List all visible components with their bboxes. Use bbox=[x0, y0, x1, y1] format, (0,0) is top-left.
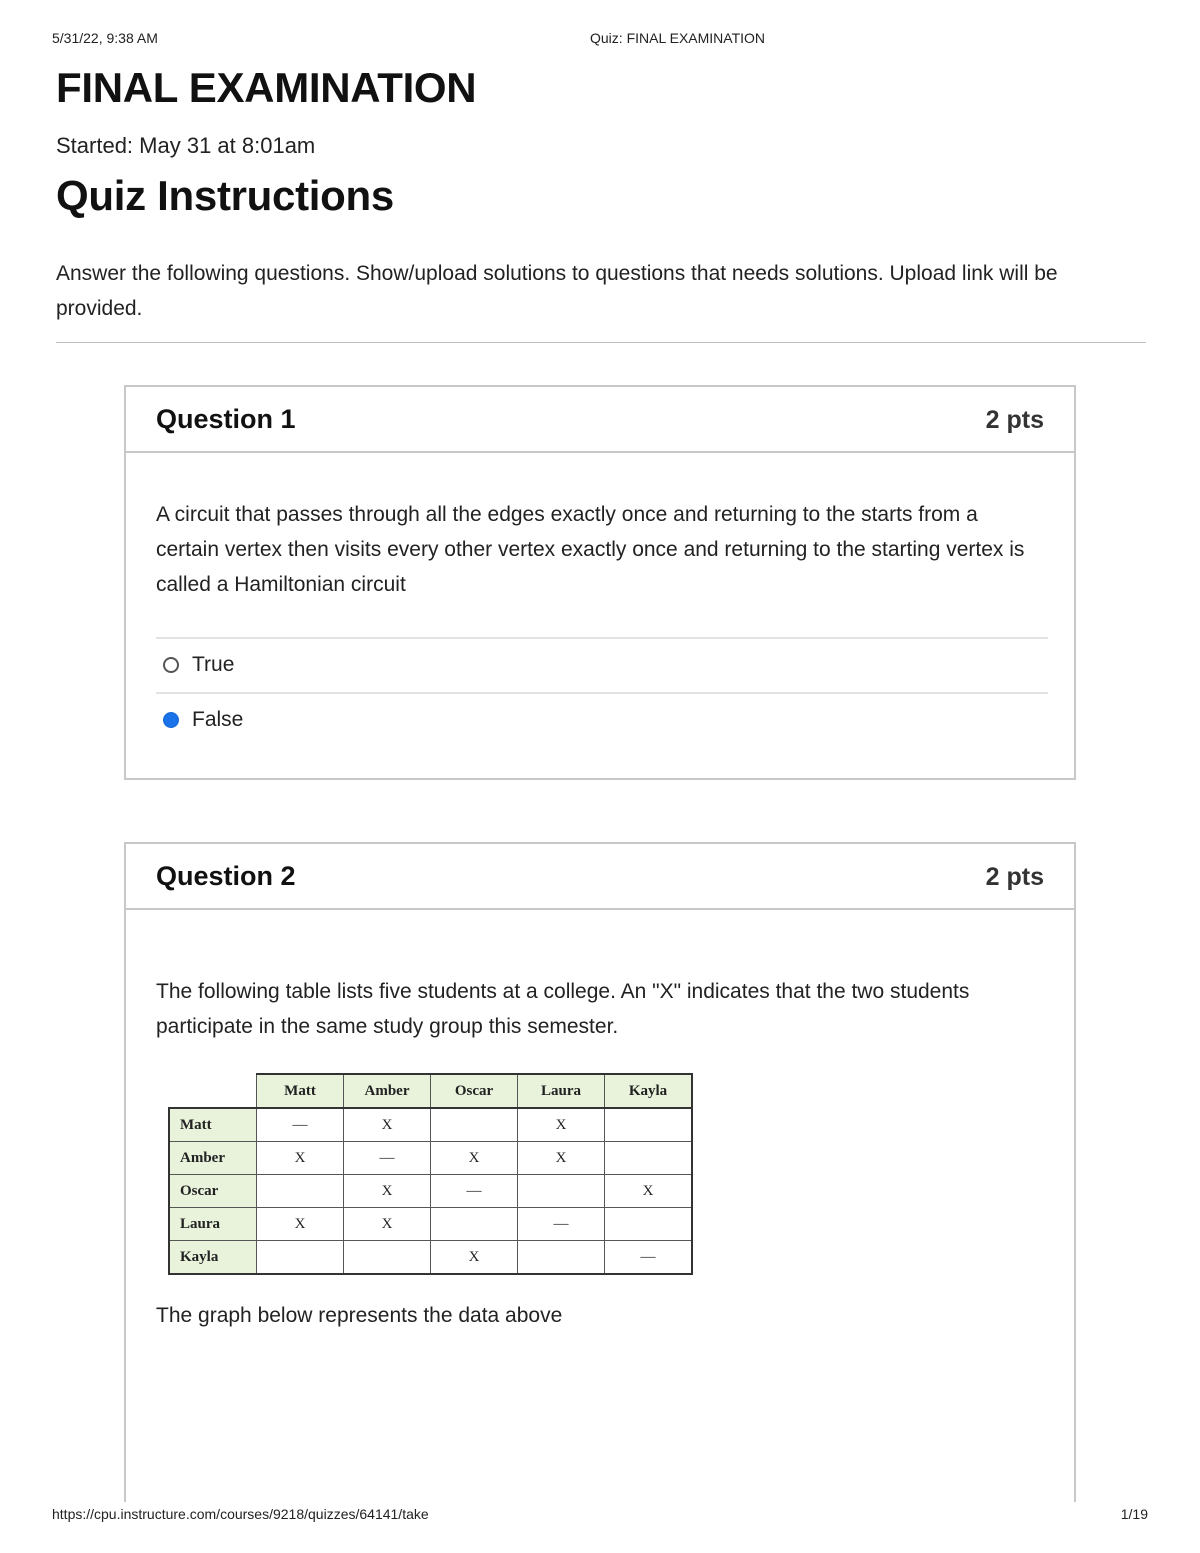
column-header: Matt bbox=[257, 1074, 344, 1108]
print-document-title: Quiz: FINAL EXAMINATION bbox=[590, 30, 766, 46]
table-cell: X bbox=[344, 1175, 431, 1208]
table-cell: X bbox=[431, 1142, 518, 1175]
table-cell bbox=[431, 1208, 518, 1241]
table-cell bbox=[518, 1175, 605, 1208]
study-group-table bbox=[168, 1073, 693, 1275]
table-cell: — bbox=[344, 1142, 431, 1175]
page-url: https://cpu.instructure.com/courses/9218/quizzes/64141/take bbox=[52, 1506, 429, 1522]
table-row bbox=[169, 1241, 692, 1275]
table-cell: — bbox=[431, 1175, 518, 1208]
table-header-row bbox=[169, 1074, 692, 1108]
table-row bbox=[169, 1175, 692, 1208]
answer-label[interactable]: True bbox=[192, 653, 235, 676]
question-header bbox=[126, 844, 1074, 910]
row-header: Laura bbox=[169, 1208, 257, 1241]
row-header: Kayla bbox=[169, 1241, 257, 1275]
table-cell bbox=[431, 1108, 518, 1142]
table-row bbox=[169, 1208, 692, 1241]
table-cell: X bbox=[518, 1108, 605, 1142]
table-row bbox=[169, 1142, 692, 1175]
column-header: Laura bbox=[518, 1074, 605, 1108]
table-corner-cell bbox=[169, 1074, 257, 1108]
instructions-heading: Quiz Instructions bbox=[56, 172, 394, 219]
instructions-text: Answer the following questions. Show/upload solutions to questions that needs solutions. Upload link will be provided. bbox=[56, 262, 1058, 320]
radio-checked-icon[interactable] bbox=[163, 712, 179, 728]
print-datetime: 5/31/22, 9:38 AM bbox=[52, 30, 158, 46]
question-title: Question 2 bbox=[156, 861, 296, 891]
column-header: Oscar bbox=[431, 1074, 518, 1108]
radio-unchecked-icon[interactable] bbox=[163, 657, 179, 673]
table-cell bbox=[605, 1108, 693, 1142]
question-1 bbox=[124, 385, 1076, 780]
divider bbox=[56, 342, 1146, 343]
print-header bbox=[52, 30, 1148, 50]
question-title: Question 1 bbox=[156, 404, 296, 434]
question-points: 2 pts bbox=[985, 406, 1044, 434]
table-cell: X bbox=[518, 1142, 605, 1175]
table-cell: X bbox=[431, 1241, 518, 1275]
table-cell bbox=[518, 1241, 605, 1275]
answer-true[interactable] bbox=[156, 637, 1048, 692]
table-row bbox=[169, 1108, 692, 1142]
question-2 bbox=[124, 842, 1076, 1502]
question-text: A circuit that passes through all the edges exactly once and returning to the starts from a certain vertex then visits every other vertex exactly once and returning to the starting vertex is called a Hamiltonian circuit bbox=[156, 503, 1025, 596]
table-cell: X bbox=[605, 1175, 693, 1208]
column-header: Kayla bbox=[605, 1074, 693, 1108]
table-cell: — bbox=[257, 1108, 344, 1142]
table-cell bbox=[605, 1208, 693, 1241]
row-header: Oscar bbox=[169, 1175, 257, 1208]
row-header: Matt bbox=[169, 1108, 257, 1142]
table-cell: — bbox=[605, 1241, 693, 1275]
table-cell: X bbox=[344, 1208, 431, 1241]
table-cell bbox=[257, 1175, 344, 1208]
table-cell: — bbox=[518, 1208, 605, 1241]
table-cell: X bbox=[257, 1208, 344, 1241]
answer-list bbox=[156, 637, 1048, 747]
question-points: 2 pts bbox=[985, 863, 1044, 891]
row-header: Amber bbox=[169, 1142, 257, 1175]
table-cell bbox=[257, 1241, 344, 1275]
page-title: FINAL EXAMINATION bbox=[56, 64, 477, 111]
started-time: Started: May 31 at 8:01am bbox=[56, 133, 316, 158]
page-number: 1/19 bbox=[1120, 1506, 1148, 1522]
answer-false[interactable] bbox=[156, 692, 1048, 747]
answer-label[interactable]: False bbox=[192, 708, 244, 731]
question-text: The following table lists five students at a college. An "X" indicates that the two students participate in the same study group this semester. bbox=[156, 980, 970, 1038]
question-header bbox=[126, 387, 1074, 453]
table-cell: X bbox=[344, 1108, 431, 1142]
question-text-after-table: The graph below represents the data above bbox=[156, 1304, 563, 1327]
table-cell bbox=[605, 1142, 693, 1175]
table-cell bbox=[344, 1241, 431, 1275]
table-cell: X bbox=[257, 1142, 344, 1175]
column-header: Amber bbox=[344, 1074, 431, 1108]
